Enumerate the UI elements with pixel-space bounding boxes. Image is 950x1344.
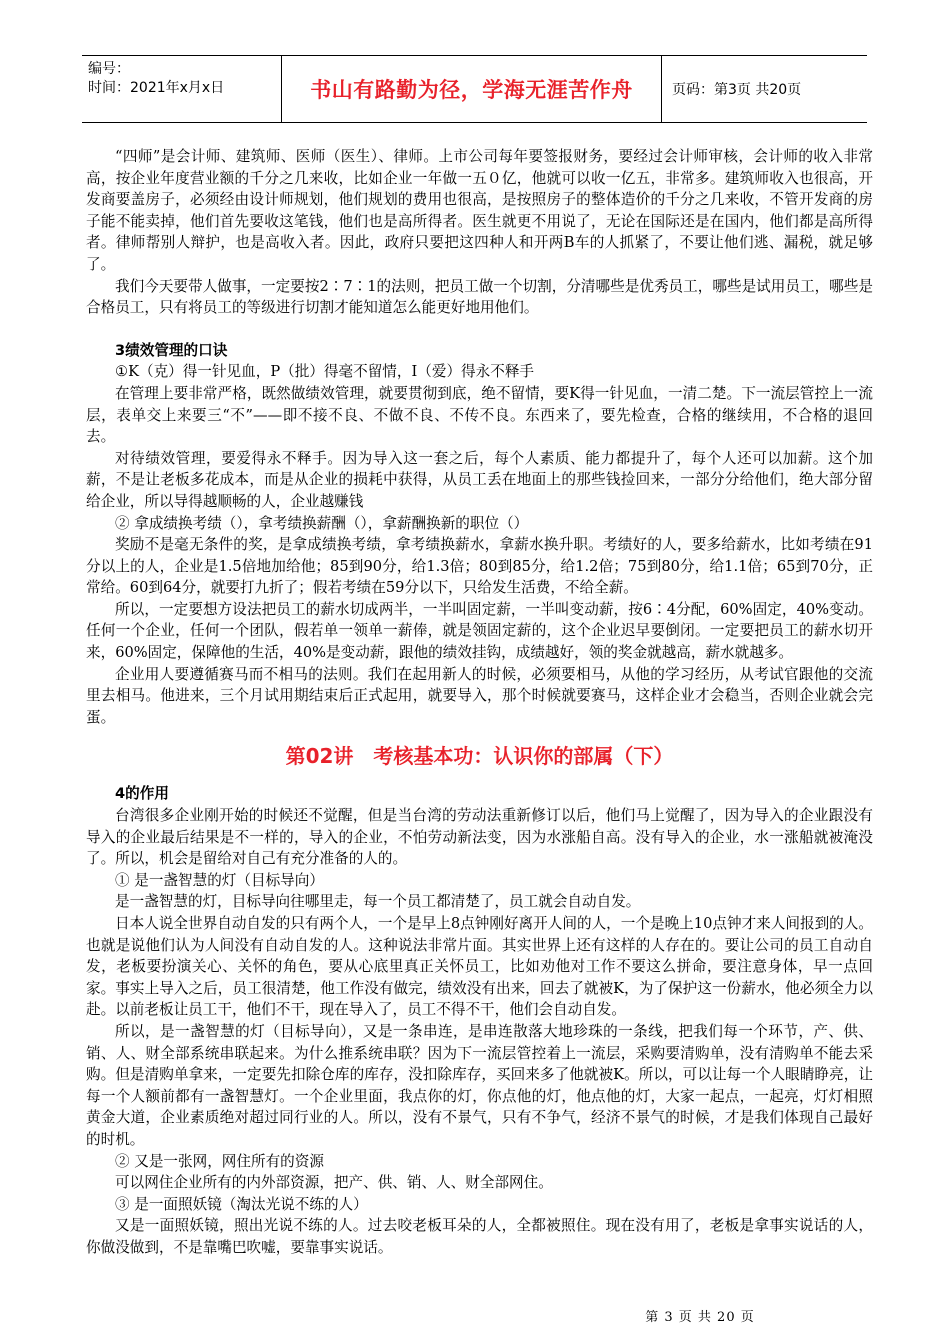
document-number-label: 编号： — [88, 61, 130, 77]
paragraph: 是一盏智慧的灯，目标导向往哪里走，每一个员工都清楚了，员工就会自动自发。 — [115, 893, 641, 911]
paragraph: “四师”是会计师、建筑师、医师（医生）、律师。上市公司每年要签报财务，要经过会计师审核，会计师的收入非常高，按企业年度营业额的千分之几来收，比如企业一年做一五０亿，他就可以收一亿五，非常多。建筑师收入也很高，开发商要盖房子，必须经由设计师规划，他们规划的费用也很高，是按照房子的整体造价的千分之几来收，不管开发商的房子能不能卖掉，他们首先要收这笔钱，他们也是高所得者。医生就更不用说了，无论在国际还是在国内，他们都是高所得者。律师帮别人辩护，也是高收入者。因此，政府只要把这四种人和开两B车的人抓紧了，不要让他们逃、漏税，就足够了。 — [86, 148, 873, 273]
header-meta — [82, 56, 282, 122]
list-item: ①K（克）得一针见血，P（批）得毫不留情，I（爱）得永不释手 — [115, 363, 535, 381]
list-item: ③ 是一面照妖镜（淘汰光说不练的人） — [115, 1195, 368, 1213]
chapter-title: 第02讲 考核基本功：认识你的部属（下） — [285, 744, 674, 769]
paragraph: 所以，一定要想方设法把员工的薪水切成两半，一半叫固定薪，一半叫变动薪，按6∶4分配，60%固定，40%变动。任何一个企业，任何一个团队，假若单一领单一薪俸，就是领固定薪的，这个企业迟早要倒闭。一定要把员工的薪水切开来，60%固定，保障他的生活，40%是变动薪，跟他的绩效挂钩，成绩越好，领的奖金就越高，薪水就越多。 — [86, 600, 873, 662]
paragraph: 所以，是一盏智慧的灯（目标导向），又是一条串连，是串连散落大地珍珠的一条线，把我们每一个环节，产、供、销、人、财全部系统串联起来。为什么推系统串联？因为下一流层管控着上一流层，采购要清购单，没有清购单不能去采购。但是清购单拿来，一定要先扣除仓库的库存，没扣除库存，买回来多了他就被K。所以，可以让每一个人眼睛睁亮，让每一个人额前都有一盏智慧灯。一个企业里面，我点你的灯，你点他的灯，他点他的灯，大家一起点，一起亮，灯灯相照黄金大道，企业素质绝对超过同行业的人。所以，没有不景气，只有不争气，经济不景气的时候，才是我们体现自己最好的时机。 — [86, 1022, 873, 1148]
list-item: ② 又是一张网，网住所有的资源 — [115, 1152, 324, 1170]
list-item: ② 拿成绩换考绩（），拿考绩换薪酬（），拿薪酬换新的职位（） — [115, 514, 529, 532]
paragraph: 奖励不是毫无条件的奖，是拿成绩换考绩，拿考绩换薪水，拿薪水换升职。考绩好的人，要多给薪水，比如考绩在91分以上的人，企业是1.5倍地加给他；85到90分，给1.3倍；80到85分，给1.2倍；75到80分，给1.1倍；65到70分，正常给。60到64分，就要打九折了；假若考绩在59分以下，只给发生活费，不给全薪。 — [86, 536, 873, 597]
page-header — [82, 55, 867, 123]
header-motto: 书山有路勤为径，学海无涯苦作舟 — [310, 78, 633, 102]
list-item: ① 是一盏智慧的灯（目标导向） — [115, 871, 324, 889]
section-heading: 3绩效管理的口诀 — [115, 341, 228, 359]
paragraph: 可以网住企业所有的内外部资源，把产、供、销、人、财全部网住。 — [115, 1174, 553, 1192]
section-heading: 4的作用 — [115, 785, 169, 803]
paragraph: 企业用人要遵循赛马而不相马的法则。我们在起用新人的时候，必须要相马，从他的学习经历，从考试官跟他的交流里去相马。他进来，三个月试用期结束后正式起用，就要导入，那个时候就要赛马，这样企业才会稳当，否则企业就会完蛋。 — [86, 665, 873, 726]
spacer — [86, 319, 873, 340]
header-motto-cell — [282, 56, 662, 122]
paragraph: 台湾很多企业刚开始的时候还不觉醒，但是当台湾的劳动法重新修订以后，他们马上觉醒了，因为导入的企业跟没有导入的企业最后结果是不一样的，导入的企业，不怕劳动新法变，因为水涨船自高。没有导入的企业，水一涨船就被淹没了。所以，机会是留给对自己有充分准备的人的。 — [86, 807, 873, 868]
document-body — [86, 146, 873, 1259]
header-page-info: 页码：第3页 共20页 — [672, 82, 802, 98]
paragraph: 又是一面照妖镜，照出光说不练的人。过去咬老板耳朵的人，全都被照住。现在没有用了，老板是拿事实说话的人，你做没做到，不是靠嘴巴吹嘘，要靠事实说话。 — [86, 1217, 873, 1256]
paragraph: 日本人说全世界自动自发的只有两个人，一个是早上8点钟刚好离开人间的人，一个是晚上10点钟才来人间报到的人。也就是说他们认为人间没有自动自发的人。这种说法非常片面。其实世界上还有这样的人存在的。要让公司的员工自动自发，老板要扮演关心、关怀的角色，要从心底里真正关怀员工，比如劝他对工作不要这么拼命，要注意身体，早一点回家。事实上导入之后，员工很清楚，他工作没有做完，绩效没有出来，回去了就被K，为了保护这一份薪水，他必须全力以赴。以前老板让员工干，他们不干，现在导入了，员工不得不干，他们会自动自发。 — [86, 915, 873, 1019]
paragraph: 我们今天要带人做事，一定要按2∶7∶1的法则，把员工做一个切割，分清哪些是优秀员工，哪些是试用员工，哪些是合格员工，只有将员工的等级进行切割才能知道怎么能更好地用他们。 — [86, 277, 873, 317]
page-footer: 第 3 页 共 20 页 — [645, 1310, 755, 1325]
paragraph: 对待绩效管理，要爱得永不释手。因为导入这一套之后，每个人素质、能力都提升了，每个人还可以加薪。这个加薪，不是让老板多花成本，而是从企业的损耗中获得，从员工丢在地面上的那些钱捡回来，一部分分给他们，绝大部分留给企业，所以导得越顺畅的人，企业越赚钱 — [86, 449, 873, 510]
document-date-label: 时间：2021年x月x日 — [88, 80, 225, 96]
paragraph: 在管理上要非常严格，既然做绩效管理，就要贯彻到底，绝不留情，要K得一针见血，一清二楚。下一流层管控上一流层，表单交上来要三“不”——即不接不良、不做不良、不传不良。东西来了，要先检查，合格的继续用，不合格的退回去。 — [86, 384, 873, 446]
